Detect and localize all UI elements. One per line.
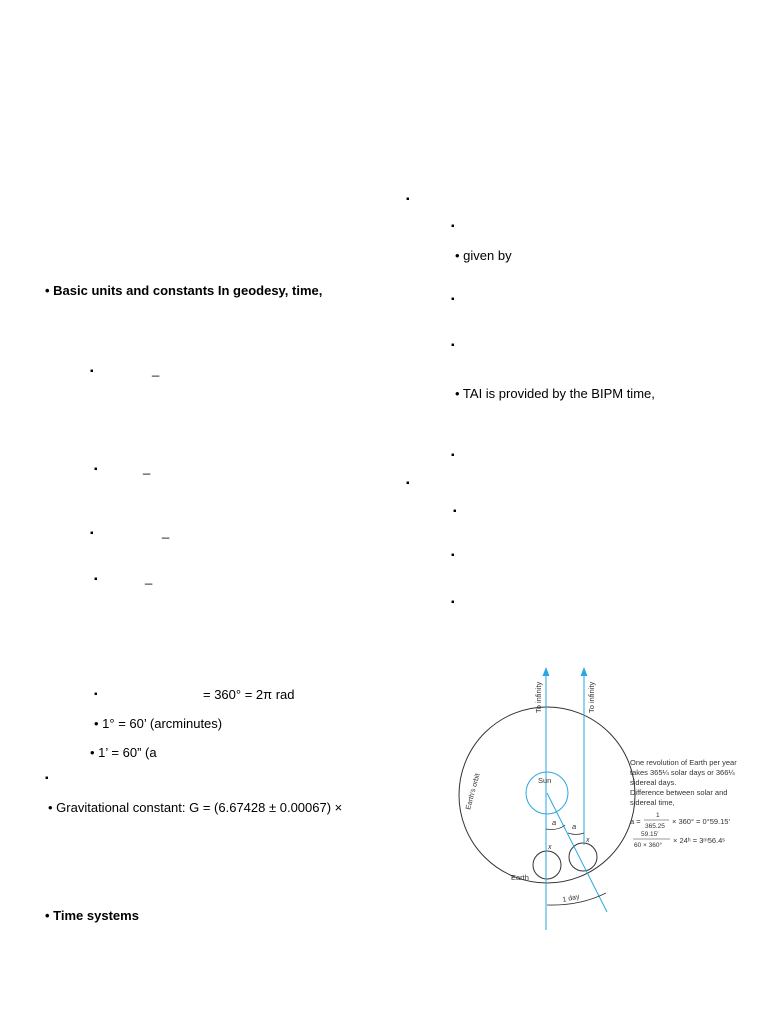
formula2-numerator: 59.15′ — [641, 831, 659, 838]
heading-time-systems: • Time systems — [45, 908, 139, 923]
earth-circle-1 — [533, 851, 561, 879]
degree-line: • 1° = 60’ (arcminutes) — [94, 716, 223, 731]
caption-line-4: Difference between solar and — [630, 788, 728, 797]
x-label-1: x — [548, 844, 552, 851]
formula2-denominator: 60 × 360° — [634, 842, 663, 849]
heading-units: • Basic units and constants In geodesy, time, — [45, 283, 323, 298]
given-by-text: • given by — [455, 248, 512, 263]
formula1-rhs: × 360° = 0°59.15′ — [672, 817, 730, 826]
sun-label: Sun — [538, 776, 552, 785]
one-day-label: 1 day — [561, 893, 581, 904]
gravitational-constant-line: • Gravitational constant: G = (6.67428 ± 0.00067) × — [48, 800, 343, 815]
bullet: ▪ — [45, 773, 49, 784]
caption-line-1: One revolution of Earth per year — [630, 758, 737, 767]
bullet: ▪ — [94, 689, 98, 700]
bullet: ▪ — [406, 478, 410, 489]
formula1-denominator: 365.25 — [645, 823, 665, 830]
bullet: ▪ — [90, 528, 94, 539]
bullet: ▪ — [406, 194, 410, 205]
dash: _ — [143, 460, 151, 475]
to-infinity-label-1: To infinity — [534, 681, 543, 713]
tai-text: • TAI is provided by the BIPM time, — [455, 386, 655, 401]
dash: _ — [152, 362, 160, 377]
arrowhead-1 — [543, 667, 550, 676]
formula2-rhs: × 24ʰ = 3ᵐ56.4ˢ — [673, 836, 725, 845]
bullet: ▪ — [451, 450, 455, 461]
bullet: ▪ — [451, 550, 455, 561]
caption-line-3: sidereal days. — [630, 778, 677, 787]
a-label-1: a — [552, 818, 557, 827]
angle-equation: = 360° = 2π rad — [203, 687, 295, 702]
earth-circle-2 — [569, 843, 597, 871]
bullet: ▪ — [451, 294, 455, 305]
solar-sidereal-diagram — [455, 665, 755, 935]
bullet: ▪ — [451, 221, 455, 232]
bullet: ▪ — [94, 464, 98, 475]
formula1-lhs: a = — [630, 817, 641, 826]
earth-label: Earth — [511, 873, 529, 882]
dash: _ — [145, 570, 153, 585]
caption-line-5: sidereal time, — [630, 798, 675, 807]
caption-line-2: takes 365¼ solar days or 366¼ — [630, 768, 735, 777]
bullet: ▪ — [90, 366, 94, 377]
formula1-numerator: 1 — [656, 812, 660, 819]
to-infinity-label-2: To infinity — [587, 681, 596, 713]
angle-arc-2 — [568, 833, 584, 835]
bullet: ▪ — [453, 506, 457, 517]
a-label-2: a — [572, 822, 577, 831]
earth-orbit-label: Earth's orbit — [465, 772, 482, 811]
x-label-2: x — [586, 837, 590, 844]
bullet: ▪ — [451, 340, 455, 351]
minute-line: • 1’ = 60” (a — [90, 745, 157, 760]
bullet: ▪ — [94, 574, 98, 585]
arrowhead-2 — [581, 667, 588, 676]
bullet: ▪ — [451, 597, 455, 608]
dash: _ — [162, 524, 170, 539]
